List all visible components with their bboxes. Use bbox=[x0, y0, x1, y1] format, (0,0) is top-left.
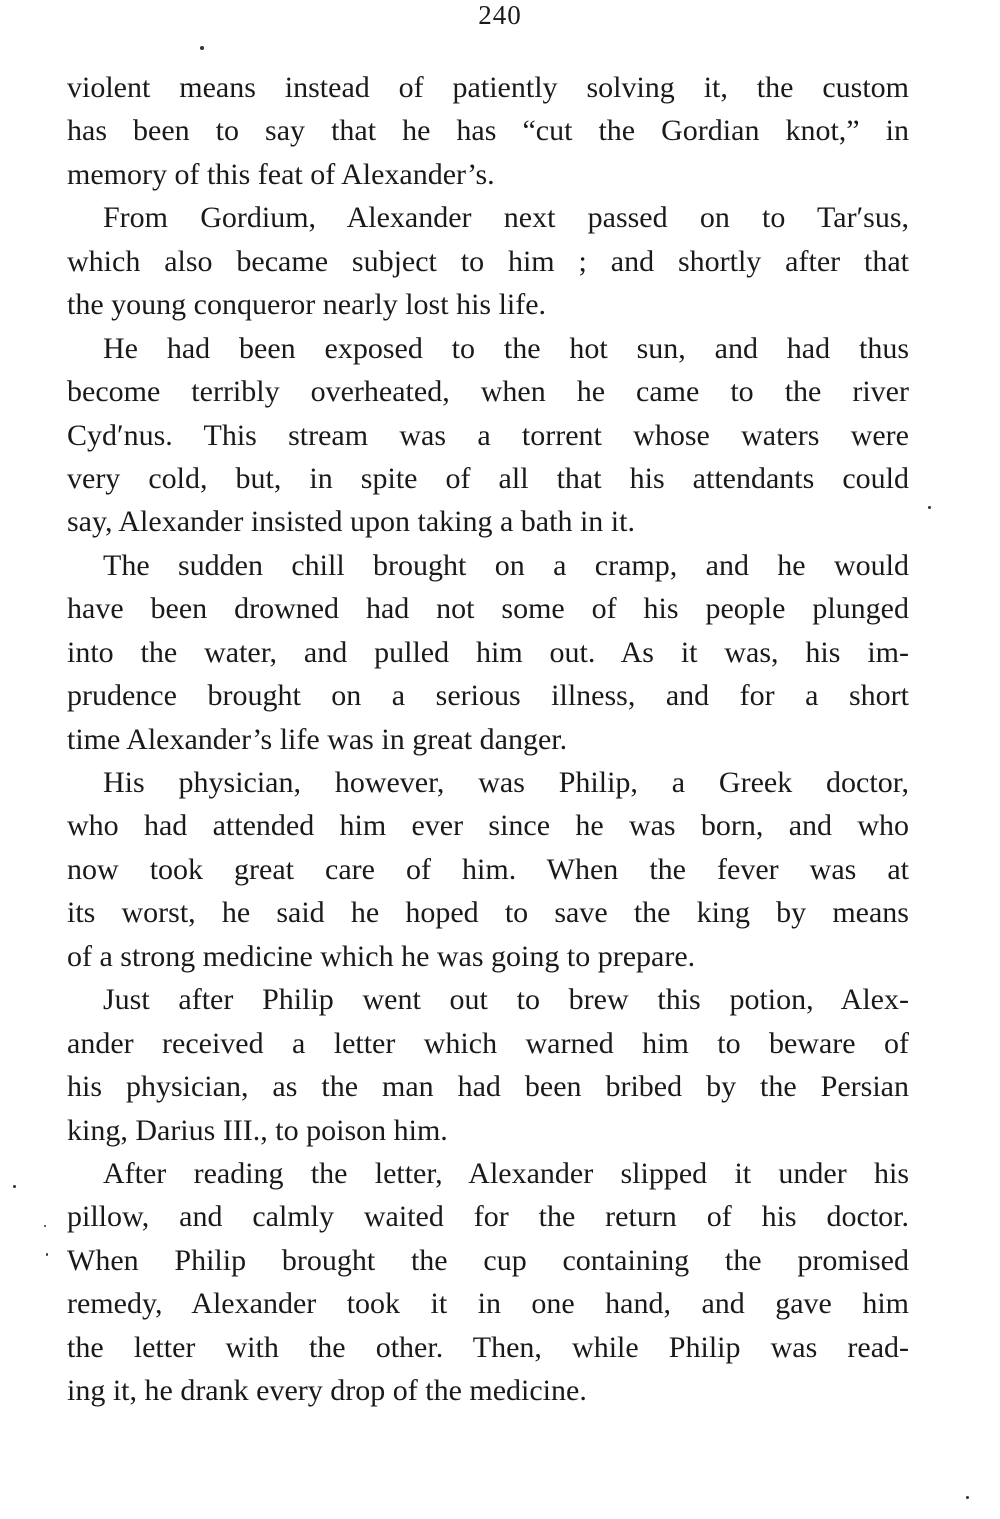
paragraph bbox=[67, 978, 909, 1152]
text-line: have been drowned had not some of his people plunged bbox=[67, 592, 909, 626]
text-line: has been to say that he has “cut the Gordian knot,” in bbox=[67, 114, 909, 148]
text-line: the letter with the other. Then, while Philip was read- bbox=[67, 1330, 909, 1364]
text-line: become terribly overheated, when he came to the river bbox=[67, 375, 909, 409]
text-line: remedy, Alexander took it in one hand, and gave him bbox=[67, 1287, 909, 1321]
paragraph bbox=[67, 66, 909, 196]
text-line: who had attended him ever since he was born, and who bbox=[67, 809, 909, 843]
text-line: time Alexander’s life was in great danger. bbox=[67, 722, 568, 756]
text-line: prudence brought on a serious illness, and for a short bbox=[67, 679, 909, 713]
paragraph bbox=[67, 196, 909, 326]
text-line: He had been exposed to the hot sun, and had thus bbox=[103, 331, 909, 365]
text-line: After reading the letter, Alexander slipped it under his bbox=[103, 1156, 909, 1190]
paragraph bbox=[67, 761, 909, 978]
text-line: the young conqueror nearly lost his life. bbox=[67, 288, 547, 322]
paragraph bbox=[67, 1152, 909, 1413]
text-line: memory of this feat of Alexander’s. bbox=[67, 157, 495, 191]
text-line: ing it, he drank every drop of the medicine. bbox=[67, 1374, 587, 1408]
text-line: now took great care of him. When the fever was at bbox=[67, 852, 909, 886]
text-line: of a strong medicine which he was going to prepare. bbox=[67, 939, 696, 973]
text-line: ander received a letter which warned him to beware of bbox=[67, 1026, 909, 1060]
scan-speck bbox=[928, 506, 931, 509]
text-line: Just after Philip went out to brew this potion, Alex- bbox=[103, 983, 909, 1017]
text-line: his physician, as the man had been bribed by the Persian bbox=[67, 1070, 909, 1104]
text-line: From Gordium, Alexander next passed on to Tar′sus, bbox=[103, 201, 909, 235]
scan-speck bbox=[200, 46, 204, 50]
paragraph bbox=[67, 544, 909, 761]
text-line: Cyd′nus. This stream was a torrent whose waters were bbox=[67, 418, 909, 452]
text-line: violent means instead of patiently solving it, the custom bbox=[67, 71, 909, 104]
text-line: The sudden chill brought on a cramp, and he would bbox=[103, 548, 909, 582]
scan-speck bbox=[966, 1496, 969, 1499]
text-line: its worst, he said he hoped to save the king by means bbox=[67, 896, 909, 930]
text-line: very cold, but, in spite of all that his attendants could bbox=[67, 461, 909, 495]
text-line: say, Alexander insisted upon taking a bath in it. bbox=[67, 505, 635, 539]
page-number: 240 bbox=[478, 0, 522, 30]
text-line: His physician, however, was Philip, a Greek doctor, bbox=[103, 766, 909, 799]
scan-speck bbox=[44, 1225, 46, 1227]
text-line: into the water, and pulled him out. As it was, his im- bbox=[67, 635, 909, 669]
scan-speck bbox=[13, 1185, 16, 1188]
text-line: which also became subject to him ; and shortly after that bbox=[67, 244, 909, 278]
paragraph bbox=[67, 327, 909, 544]
body-text bbox=[67, 66, 909, 1413]
text-line: king, Darius III., to poison him. bbox=[67, 1113, 448, 1147]
text-line: pillow, and calmly waited for the return of his doctor. bbox=[67, 1200, 909, 1234]
text-line: When Philip brought the cup containing the promised bbox=[67, 1243, 909, 1277]
scan-speck bbox=[46, 1253, 48, 1256]
